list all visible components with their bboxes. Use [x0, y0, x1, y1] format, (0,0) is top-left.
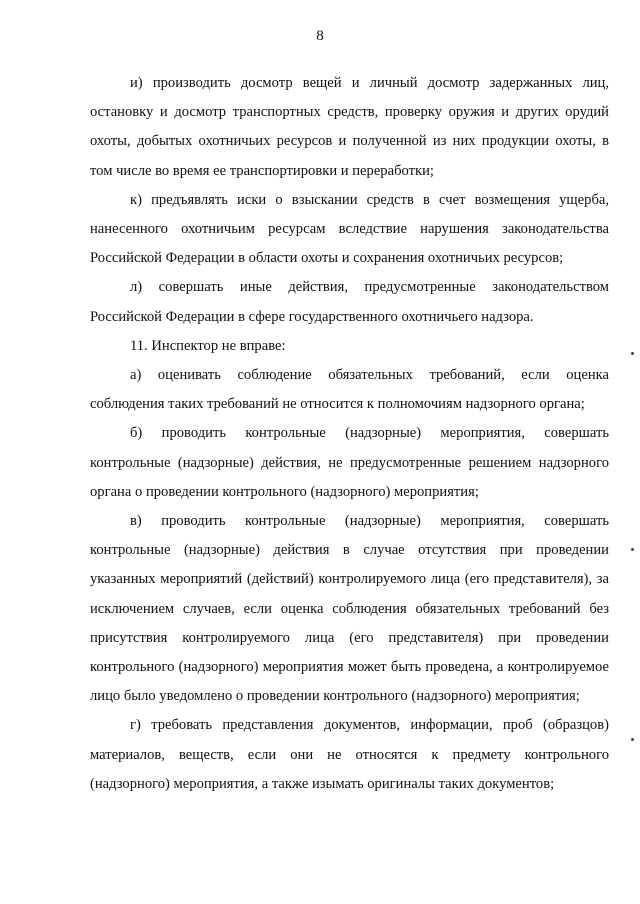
paragraph-a: а) оценивать соблюдение обязательных требований, если оценка соблюдения таких требований не относится к полномочиям надзорного органа;: [90, 367, 609, 413]
paragraph-g: г) требовать представления документов, информации, проб (образцов) материалов, веществ, если они не относятся к предмету контрольного (надзорного) мероприятия, а также изымать оригиналы таких документов;: [90, 717, 609, 792]
page-number: 8: [316, 28, 324, 44]
paragraph-l: л) совершать иные действия, предусмотренные законодательством Российской Федерации в сфере государственного охотничьего надзора.: [90, 279, 609, 325]
scan-mark: [631, 548, 634, 551]
document-body: [90, 69, 609, 799]
paragraph-11-heading: 11. Инспектор не вправе:: [130, 337, 286, 354]
paragraph-i: и) производить досмотр вещей и личный досмотр задержанных лиц, остановку и досмотр транспортных средств, проверку оружия и других орудий охоты, добытых охотничьих ресурсов и полученной из них продукции охоты, в том числе во время ее транспортировки и переработки;: [90, 75, 609, 179]
paragraph-k: к) предъявлять иски о взыскании средств в счет возмещения ущерба, нанесенного охотничьим ресурсам вследствие нарушения законодательства Российской Федерации в области охоты и сохранения охотничьих ресурсов;: [90, 191, 609, 267]
scan-mark: [631, 738, 634, 741]
paragraph-b: б) проводить контрольные (надзорные) мероприятия, совершать контрольные (надзорные) действия, не предусмотренные решением надзорного органа о проведении контрольного (надзорного) мероприятия;: [90, 425, 609, 500]
paragraph-v: в) проводить контрольные (надзорные) мероприятия, совершать контрольные (надзорные) действия в случае отсутствия при проведении указанных мероприятий (действий) контролируемого лица (его представителя), за исключением случаев, если оценка соблюдения обязательных требований без присутствия контролируемого лица (его представителя) при проведении контрольного (надзорного) мероприятия может быть проведена, а контролируемое лицо было уведомлено о проведении контрольного (надзорного) мероприятия;: [90, 513, 609, 705]
scan-mark: [631, 352, 634, 355]
